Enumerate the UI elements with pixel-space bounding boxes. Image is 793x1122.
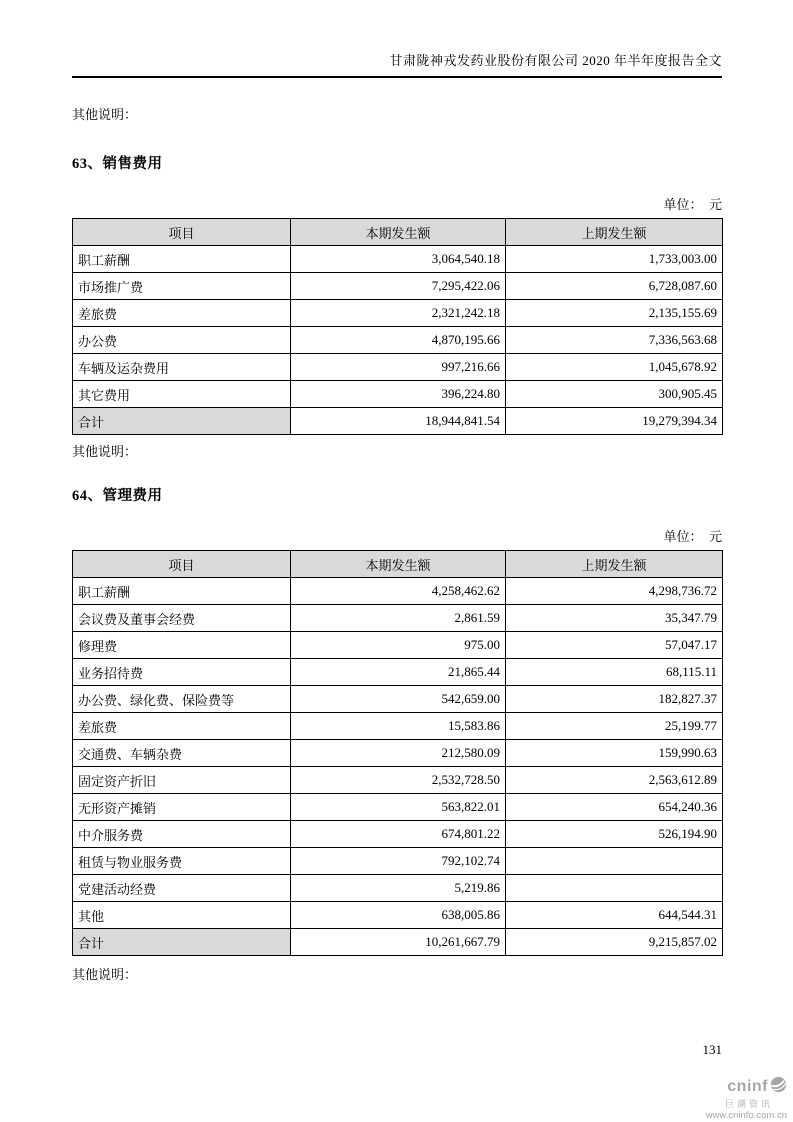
cell-item: 车辆及运杂费用 (73, 354, 291, 381)
cell-total-label: 合计 (73, 929, 291, 956)
cell-prior: 2,563,612.89 (506, 767, 723, 794)
column-header-item: 项目 (73, 551, 291, 578)
cell-prior: 159,990.63 (506, 740, 723, 767)
cell-current: 997,216.66 (291, 354, 506, 381)
other-note-section-64: 其他说明： (72, 967, 138, 982)
column-header-prior: 上期发生额 (506, 219, 723, 246)
cell-current: 7,295,422.06 (291, 273, 506, 300)
cell-item: 办公费 (73, 327, 291, 354)
cell-prior (506, 875, 723, 902)
table-row (73, 875, 723, 902)
cell-prior: 644,544.31 (506, 902, 723, 929)
cell-prior: 57,047.17 (506, 632, 723, 659)
section-heading-63: 63、销售费用 (72, 156, 163, 172)
cell-current: 638,005.86 (291, 902, 506, 929)
cell-current: 792,102.74 (291, 848, 506, 875)
cell-item: 交通费、车辆杂费 (73, 740, 291, 767)
table-row (73, 381, 723, 408)
cell-current: 4,258,462.62 (291, 578, 506, 605)
column-header-item: 项目 (73, 219, 291, 246)
cell-prior: 6,728,087.60 (506, 273, 723, 300)
cell-prior: 35,347.79 (506, 605, 723, 632)
cninfo-swirl-icon (770, 1076, 787, 1098)
cell-current: 212,580.09 (291, 740, 506, 767)
admin-expense-table (72, 550, 723, 956)
cell-total-prior: 9,215,857.02 (506, 929, 723, 956)
cell-prior: 1,045,678.92 (506, 354, 723, 381)
column-header-prior: 上期发生额 (506, 551, 723, 578)
table-total-row (73, 929, 723, 956)
cell-total-current: 18,944,841.54 (291, 408, 506, 435)
table-row (73, 300, 723, 327)
cell-current: 4,870,195.66 (291, 327, 506, 354)
table-total-row (73, 408, 723, 435)
cninfo-logo (677, 1076, 787, 1122)
other-note-top: 其他说明： (72, 107, 138, 122)
cell-item: 中介服务费 (73, 821, 291, 848)
table-row (73, 605, 723, 632)
cell-prior: 7,336,563.68 (506, 327, 723, 354)
cell-current: 396,224.80 (291, 381, 506, 408)
table-row (73, 327, 723, 354)
table-row (73, 246, 723, 273)
table-header-row (73, 219, 723, 246)
cell-item: 职工薪酬 (73, 246, 291, 273)
cell-current: 563,822.01 (291, 794, 506, 821)
cell-prior: 300,905.45 (506, 381, 723, 408)
cell-current: 21,865.44 (291, 659, 506, 686)
cell-prior: 68,115.11 (506, 659, 723, 686)
table-row (73, 740, 723, 767)
cell-prior: 526,194.90 (506, 821, 723, 848)
table-row (73, 632, 723, 659)
cell-item: 租赁与物业服务费 (73, 848, 291, 875)
document-header-title: 甘肃陇神戎发药业股份有限公司 2020 年半年度报告全文 (72, 50, 722, 78)
cell-item: 其它费用 (73, 381, 291, 408)
column-header-current: 本期发生额 (291, 551, 506, 578)
cell-item: 修理费 (73, 632, 291, 659)
cell-prior: 25,199.77 (506, 713, 723, 740)
cell-current: 5,219.86 (291, 875, 506, 902)
cell-item: 职工薪酬 (73, 578, 291, 605)
cell-current: 542,659.00 (291, 686, 506, 713)
cell-current: 975.00 (291, 632, 506, 659)
section-heading-64: 64、管理费用 (72, 488, 163, 504)
table-row (73, 821, 723, 848)
cell-item: 无形资产摊销 (73, 794, 291, 821)
cell-total-prior: 19,279,394.34 (506, 408, 723, 435)
cell-prior: 182,827.37 (506, 686, 723, 713)
cell-current: 2,321,242.18 (291, 300, 506, 327)
page-number: 131 (702, 1042, 722, 1057)
cell-item: 其他 (73, 902, 291, 929)
table-row (73, 848, 723, 875)
table-row (73, 273, 723, 300)
table-row (73, 713, 723, 740)
cell-prior: 4,298,736.72 (506, 578, 723, 605)
table-row (73, 902, 723, 929)
cell-item: 办公费、绿化费、保险费等 (73, 686, 291, 713)
cell-current: 2,861.59 (291, 605, 506, 632)
table-row (73, 578, 723, 605)
table-row (73, 354, 723, 381)
cell-current: 15,583.86 (291, 713, 506, 740)
other-note-section-63: 其他说明： (72, 444, 138, 459)
table-row (73, 794, 723, 821)
cell-prior: 654,240.36 (506, 794, 723, 821)
cell-item: 差旅费 (73, 300, 291, 327)
cell-total-current: 10,261,667.79 (291, 929, 506, 956)
cell-prior: 2,135,155.69 (506, 300, 723, 327)
unit-label: 单位： 元 (663, 197, 722, 212)
cninfo-url: www.cninfo.com.cn (705, 1109, 787, 1121)
table-row (73, 767, 723, 794)
cell-item: 差旅费 (73, 713, 291, 740)
cell-total-label: 合计 (73, 408, 291, 435)
unit-label: 单位： 元 (663, 529, 722, 544)
table-row (73, 659, 723, 686)
cell-prior (506, 848, 723, 875)
cninfo-brand-text: cninf (727, 1078, 768, 1095)
cninfo-tagline: 巨潮资讯 (724, 1099, 773, 1110)
cell-item: 业务招待费 (73, 659, 291, 686)
table-row (73, 686, 723, 713)
cell-item: 会议费及董事会经费 (73, 605, 291, 632)
cell-item: 市场推广费 (73, 273, 291, 300)
cell-item: 固定资产折旧 (73, 767, 291, 794)
table-header-row (73, 551, 723, 578)
cell-item: 党建活动经费 (73, 875, 291, 902)
sales-expense-table (72, 218, 723, 435)
cell-current: 3,064,540.18 (291, 246, 506, 273)
cell-current: 674,801.22 (291, 821, 506, 848)
cell-prior: 1,733,003.00 (506, 246, 723, 273)
cell-current: 2,532,728.50 (291, 767, 506, 794)
column-header-current: 本期发生额 (291, 219, 506, 246)
